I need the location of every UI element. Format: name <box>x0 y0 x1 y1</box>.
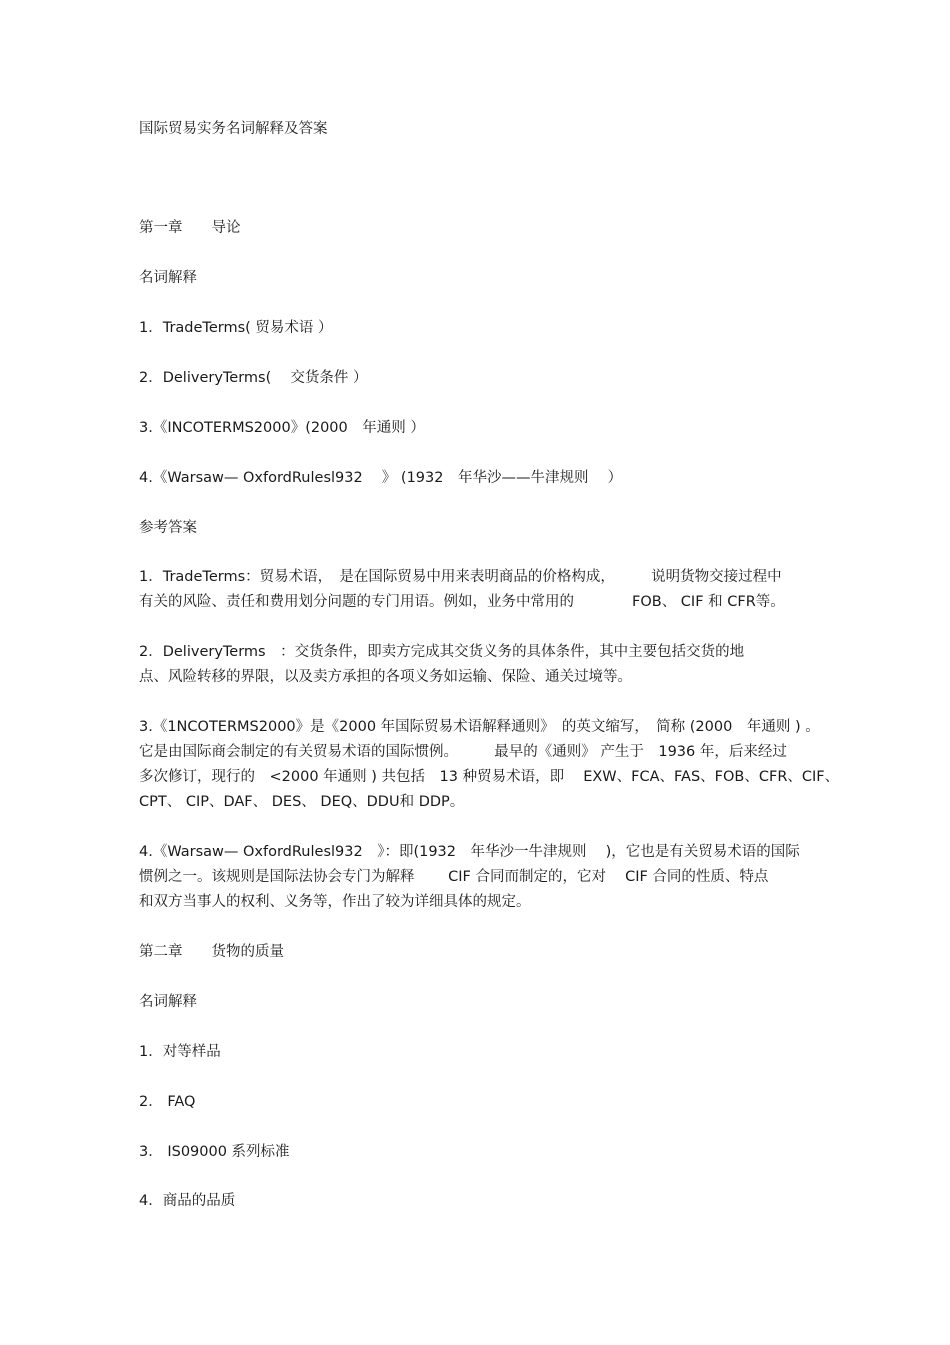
chapter-2-terms-label: 名词解释 <box>139 994 197 1010</box>
answer-line: 惯例之一。该规则是国际法协会专门为解释 CIF 合同而制定的，它对 CIF 合同的性质、特点 <box>139 869 769 885</box>
answer-line: 2．DeliveryTerms ：交货条件，即卖方完成其交货义务的具体条件，其中主要包括交货的地 <box>139 644 745 660</box>
answer-line: 它是由国际商会制定的有关贸易术语的国际惯例。 最早的《通则》 产生于 1936 年，后来经过 <box>139 744 787 760</box>
term-item: 1．TradeTerms( 贸易术语 ） <box>139 320 333 336</box>
document-title: 国际贸易实务名词解释及答案 <box>139 121 328 137</box>
chapter-1-heading: 第一章 导论 <box>139 220 241 236</box>
answer-paragraph-2 <box>139 640 819 690</box>
answer-line: 多次修订，现行的 <2000 年通则 ) 共包括 13 种贸易术语，即 EXW、FCA、FAS、FOB、CFR、CIF、 <box>139 769 840 785</box>
term-item: 3.《INCOTERMS2000》(2000 年通则 ） <box>139 420 425 436</box>
answer-line: 和双方当事人的权利、义务等，作出了较为详细具体的规定。 <box>139 894 531 910</box>
answer-paragraph-3 <box>139 715 840 815</box>
term-item: 4．商品的品质 <box>139 1193 236 1209</box>
term-item: 2．DeliveryTerms( 交货条件 ） <box>139 370 368 386</box>
answer-line: 1．TradeTerms：贸易术语， 是在国际贸易中用来表明商品的价格构成， 说明货物交接过程中 <box>139 569 782 585</box>
term-item: 3． IS09000 系列标准 <box>139 1144 290 1160</box>
term-item: 1．对等样品 <box>139 1044 221 1060</box>
chapter-2-heading: 第二章 货物的质量 <box>139 944 284 960</box>
answer-line: 4.《Warsaw— OxfordRulesl932 》：即(1932 年华沙一牛津规则 )，它也是有关贸易术语的国际 <box>139 844 800 860</box>
answer-line: 点、风险转移的界限，以及卖方承担的各项义务如运输、保险、通关过境等。 <box>139 669 632 685</box>
answer-line: CPT、 CIP、DAF、 DES、 DEQ、DDU和 DDP。 <box>139 794 465 810</box>
answer-line: 有关的风险、责任和费用划分问题的专门用语。例如，业务中常用的 FOB、 CIF 和 CFR等。 <box>139 594 785 610</box>
term-item: 4.《Warsaw— OxfordRulesl932 》 (1932 年华沙——牛津规则 ） <box>139 470 623 486</box>
chapter-1-terms-label: 名词解释 <box>139 270 197 286</box>
answer-line: 3.《1NCOTERMS2000》是《2000 年国际贸易术语解释通则》 的英文缩写， 简称 (2000 年通则 ) 。 <box>139 719 820 735</box>
answers-label: 参考答案 <box>139 520 197 536</box>
term-item: 2． FAQ <box>139 1094 196 1110</box>
answer-paragraph-1 <box>139 565 819 615</box>
answer-paragraph-4 <box>139 840 819 915</box>
